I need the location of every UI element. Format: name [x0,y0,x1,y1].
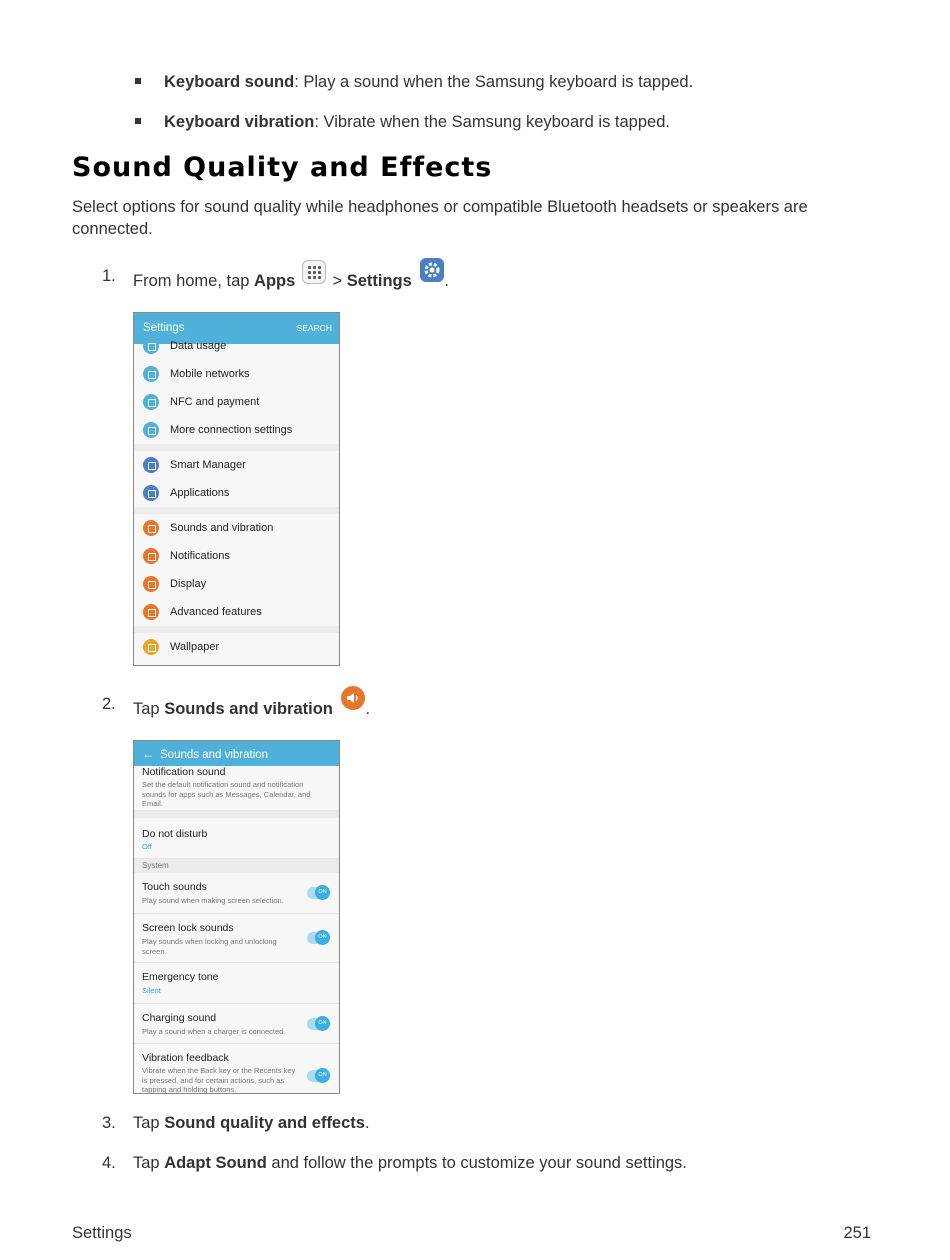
settings-item-smart-manager[interactable] [134,451,339,479]
sounds-vibration-screenshot [133,740,340,1094]
notification-sound-row[interactable] [134,766,339,811]
bullet-term: Keyboard sound [164,73,295,91]
step-period: . [444,272,449,290]
appbar-title: Sounds and vibration [160,749,269,761]
step-text: Tap [133,700,165,718]
gear-icon [420,258,444,282]
bullet-marker [135,78,141,84]
item-label: Notifications [170,550,230,562]
settings-item-more-connection[interactable] [134,416,339,444]
page-number: 251 [843,1224,871,1242]
speaker-icon [143,520,159,536]
data-usage-icon [143,338,159,354]
intro-paragraph: Select options for sound quality while headphones or compatible Bluetooth headsets or speakers are connected. [72,198,808,238]
charging-sound-toggle[interactable] [307,1018,329,1030]
divider [134,626,339,633]
system-section-header [134,859,339,873]
row-value: Off [142,842,152,851]
do-not-disturb-row[interactable] [134,818,339,859]
touch-sounds-toggle[interactable] [307,887,329,899]
item-label: More connection settings [170,424,293,436]
row-subtitle: Vibrate when the Back key or the Recents key is pressed, and for certain actions, such as tapping and holding buttons. [142,1066,296,1094]
item-label: Advanced features [170,606,262,618]
row-title: Screen lock sounds [142,922,234,934]
item-label: Display [170,578,207,590]
item-label: Mobile networks [170,368,250,380]
item-label: Wallpaper [170,641,220,653]
settings-item-mobile-networks[interactable] [134,360,339,388]
bullet-marker [135,118,141,124]
settings-item-applications[interactable] [134,479,339,507]
settings-item-display[interactable] [134,570,339,598]
settings-item-notifications[interactable] [134,542,339,570]
apps-grid-icon [302,260,326,284]
item-label: Smart Manager [170,459,246,471]
toggle-knob: ON [315,1016,330,1031]
row-title: Notification sound [142,766,226,778]
section-label: System [142,861,169,870]
charging-sound-row[interactable] [134,1004,339,1044]
settings-screenshot [133,312,340,666]
advanced-features-icon [143,604,159,620]
settings-label: Settings [346,272,412,290]
divider [134,811,339,818]
smart-manager-icon [143,457,159,473]
bullet-desc: : Vibrate when the Samsung keyboard is tapped. [314,113,670,131]
display-icon [143,576,159,592]
divider [134,444,339,451]
step-number: 4. [102,1154,116,1172]
step-period: . [365,700,371,718]
row-subtitle: Play sounds when locking and unlocking screen. [142,937,277,956]
row-subtitle: Set the default notification sound and notification sounds for apps such as Messages, Calendar, and Email. [142,780,311,808]
screen-lock-toggle[interactable] [307,932,329,944]
toggle-knob: ON [315,1068,330,1083]
touch-sounds-row[interactable] [134,873,339,914]
footer-section: Settings [72,1224,132,1242]
row-title: Emergency tone [142,971,219,983]
section-heading: Sound Quality and Effects [72,152,493,183]
emergency-tone-row[interactable] [134,963,339,1004]
row-title: Charging sound [142,1012,217,1024]
toggle-knob: ON [315,930,330,945]
step-bold: Sounds and vibration [164,700,333,718]
step-number: 3. [102,1114,116,1132]
step-number: 2. [102,695,116,713]
search-button[interactable]: SEARCH [296,323,332,333]
vibration-feedback-row[interactable] [134,1044,339,1094]
notifications-icon [143,548,159,564]
row-subtitle: Play a sound when a charger is connected. [142,1027,286,1036]
step-text: Tap [133,1154,165,1172]
step-tail: and follow the prompts to customize your sound settings. [266,1154,687,1172]
settings-item-data-usage[interactable] [134,332,339,360]
settings-item-wallpaper[interactable] [134,633,339,661]
step-separator: > [327,272,347,290]
wallpaper-icon [143,639,159,655]
settings-item-advanced[interactable] [134,598,339,626]
applications-icon [143,485,159,501]
step-period: . [364,1114,370,1132]
item-label: Sounds and vibration [170,522,274,534]
vibration-feedback-toggle[interactable] [307,1070,329,1082]
appbar-title: Settings [143,322,185,334]
step-number: 1. [102,267,116,285]
mobile-networks-icon [143,366,159,382]
item-label: Applications [170,487,230,499]
divider [134,507,339,514]
apps-label: Apps [254,272,296,290]
item-label: Data usage [170,340,227,352]
settings-item-nfc[interactable] [134,388,339,416]
nfc-icon [143,394,159,410]
bullet-term: Keyboard vibration [164,113,315,131]
step-text: Tap [133,1114,165,1132]
back-arrow-icon[interactable]: ← [142,747,154,761]
row-subtitle: Play sound when making screen selection. [142,896,284,905]
bullet-desc: : Play a sound when the Samsung keyboard is tapped. [294,73,694,91]
screen-lock-sounds-row[interactable] [134,914,339,963]
settings-item-sounds[interactable] [134,514,339,542]
item-label: NFC and payment [170,396,260,408]
speaker-icon [341,686,365,710]
antenna-icon [143,422,159,438]
row-title: Vibration feedback [142,1052,229,1064]
toggle-knob: ON [315,885,330,900]
step-bold: Adapt Sound [164,1154,267,1172]
row-value: Silent [142,986,161,995]
row-title: Do not disturb [142,828,208,840]
row-title: Touch sounds [142,881,207,893]
step-bold: Sound quality and effects [164,1114,365,1132]
step-text: From home, tap [133,272,255,290]
